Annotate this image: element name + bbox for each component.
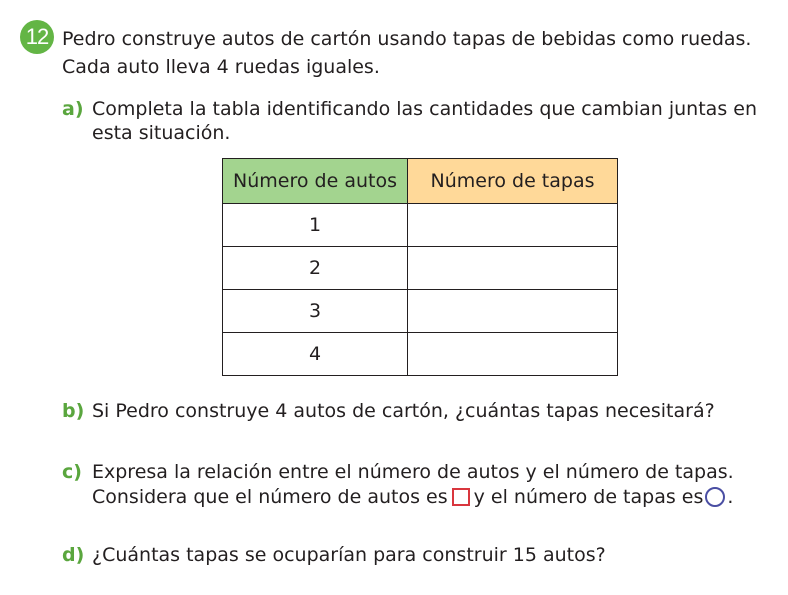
cell-tapas-blank[interactable]: [408, 204, 618, 247]
part-c-line-2-start: Considera que el número de autos es: [92, 486, 448, 508]
header-numero-autos: Número de autos: [223, 159, 408, 204]
cell-autos: 4: [223, 333, 408, 376]
cell-tapas-blank[interactable]: [408, 247, 618, 290]
table-row: [223, 333, 618, 376]
part-a-line-1: Completa la tabla identificando las cantidades que cambian juntas en: [92, 98, 757, 120]
cell-autos: 1: [223, 204, 408, 247]
cell-tapas-blank[interactable]: [408, 290, 618, 333]
header-numero-tapas: Número de tapas: [408, 159, 618, 204]
part-a-line-2: esta situación.: [92, 122, 231, 144]
part-d-text: ¿Cuántas tapas se ocuparían para construir 15 autos?: [92, 544, 606, 566]
cell-autos: 2: [223, 247, 408, 290]
square-symbol: [452, 488, 470, 506]
autos-tapas-table: [222, 158, 618, 376]
part-c-line-1: Expresa la relación entre el número de autos y el número de tapas.: [92, 461, 734, 483]
part-a-letter: a): [62, 98, 84, 120]
part-c-line-2: [92, 485, 733, 509]
problem-number-badge: 12: [20, 20, 54, 54]
circle-symbol: [705, 487, 725, 507]
table-row: [223, 290, 618, 333]
table-row: [223, 204, 618, 247]
cell-tapas-blank[interactable]: [408, 333, 618, 376]
table-row: [223, 247, 618, 290]
part-b-text: Si Pedro construye 4 autos de cartón, ¿cuántas tapas necesitará?: [92, 400, 715, 422]
problem-statement-line-2: Cada auto lleva 4 ruedas iguales.: [62, 56, 380, 78]
table-header-row: [223, 159, 618, 204]
cell-autos: 3: [223, 290, 408, 333]
part-b-letter: b): [62, 400, 85, 422]
part-c-line-2-end: .: [727, 486, 734, 508]
problem-statement-line-1: Pedro construye autos de cartón usando tapas de bebidas como ruedas.: [62, 28, 752, 50]
part-c-letter: c): [62, 461, 82, 483]
part-d-letter: d): [62, 544, 85, 566]
part-c-line-2-middle: y el número de tapas es: [473, 486, 704, 508]
